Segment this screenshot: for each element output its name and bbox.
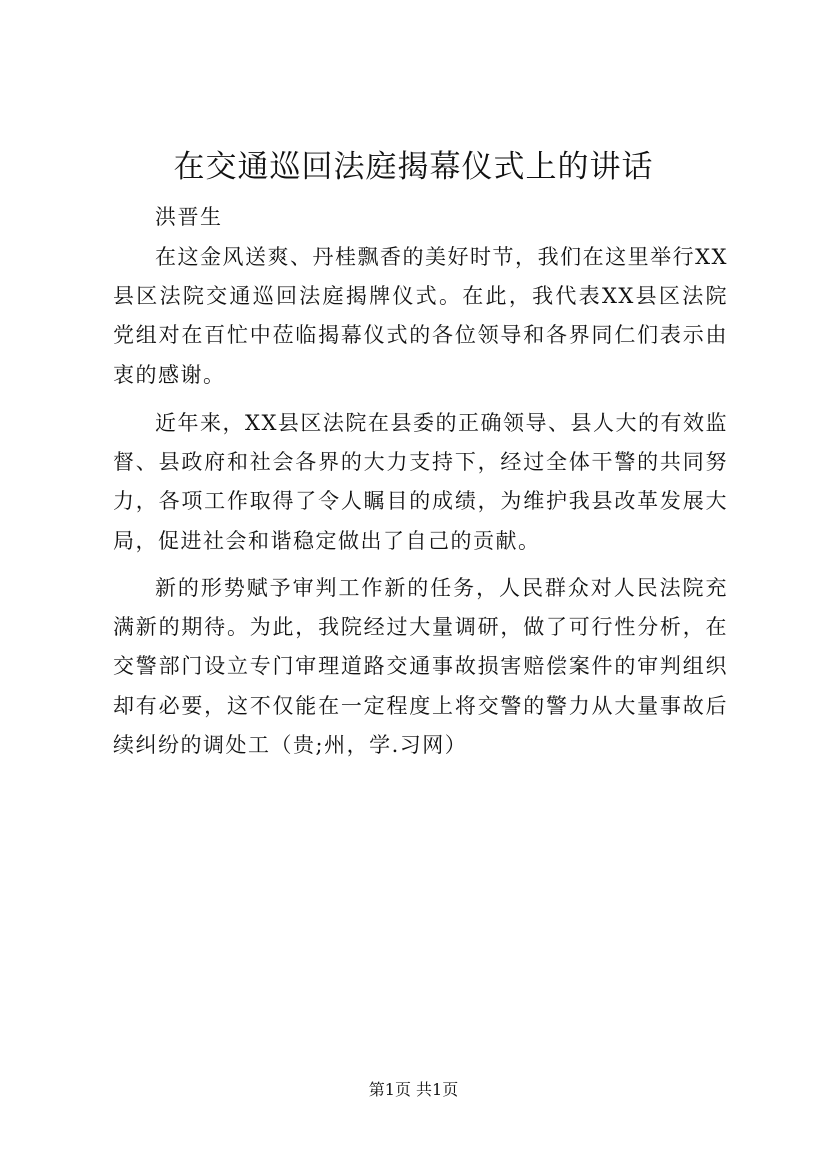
paragraph-2: 近年来，XX县区法院在县委的正确领导、县人大的有效监督、县政府和社会各界的大力支持下，经过全体干警的共同努力，各项工作取得了令人瞩目的成绩，为维护我县改革发展大局，促进社会和谐稳定做出了自己的贡献。 bbox=[113, 411, 728, 553]
document-title: 在交通巡回法庭揭幕仪式上的讲话 bbox=[173, 149, 654, 185]
paragraph-3: 新的形势赋予审判工作新的任务，人民群众对人民法院充满新的期待。为此，我院经过大量调研，做了可行性分析，在交警部门设立专门审理道路交通事故损害赔偿案件的审判组织却有必要，这不仅能在一定程度上将交警的警力从大量事故后续纠纷的调处工（贵;州，学.习网） bbox=[113, 576, 728, 757]
author-name: 洪晋生 bbox=[155, 205, 223, 229]
page-footer: 第1页 共1页 bbox=[368, 1080, 459, 1099]
paragraph-1: 在这金风送爽、丹桂飘香的美好时节，我们在这里举行XX县区法院交通巡回法庭揭牌仪式。在此，我代表XX县区法院党组对在百忙中莅临揭幕仪式的各位领导和各界同仁们表示由衷的感谢。 bbox=[113, 245, 728, 387]
